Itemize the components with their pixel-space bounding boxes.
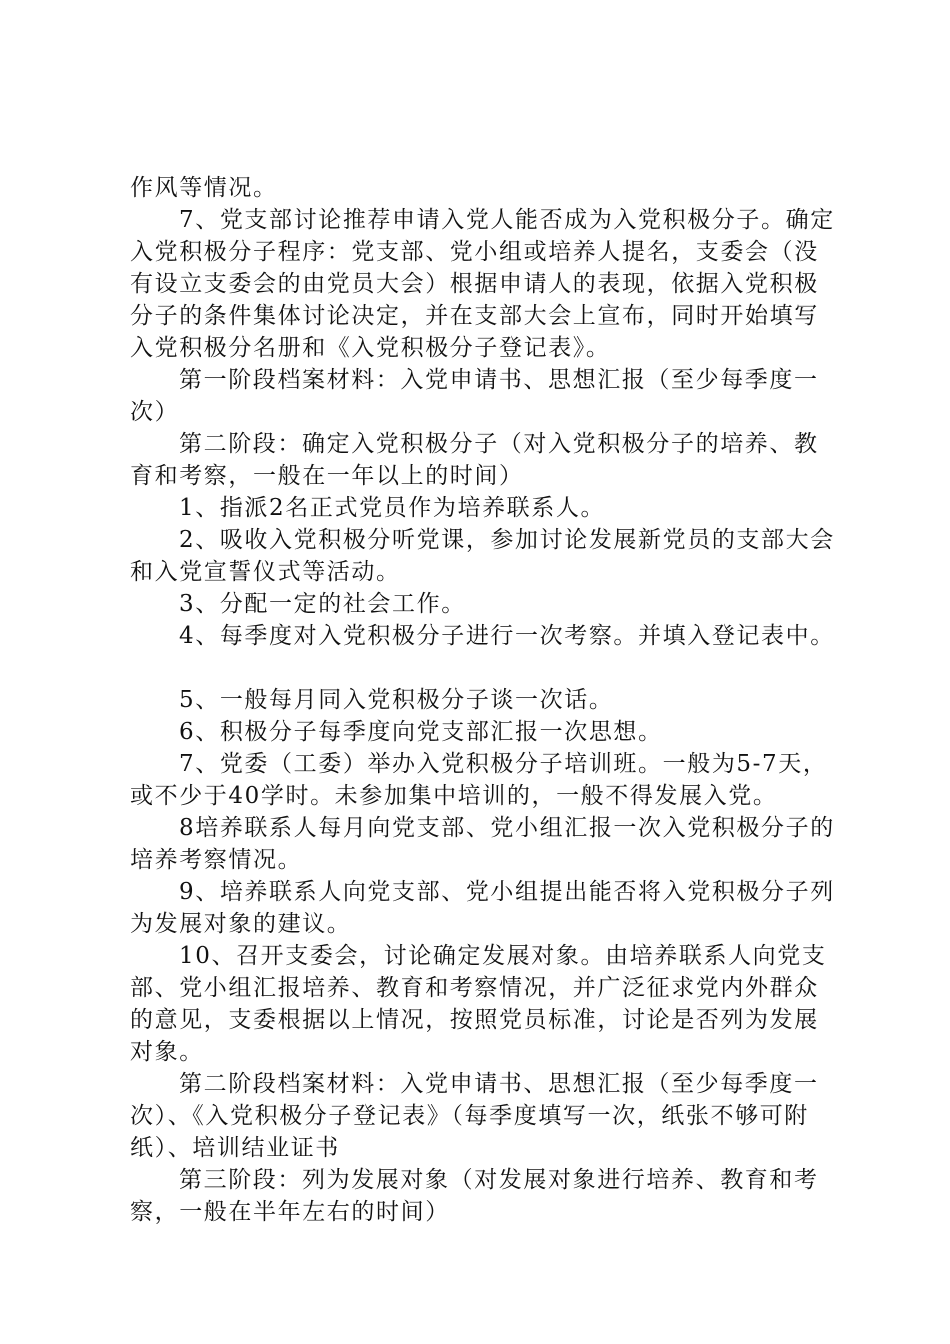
paragraph-stage3-heading: 第三阶段：列为发展对象（对发展对象进行培养、教育和考察，一般在半年左右的时间） [130,1167,819,1225]
paragraph-item-7-recommend: 7、党支部讨论推荐申请入党人能否成为入党积极分子。确定入党积极分子程序：党支部、党小组或培养人提名，支委会（没有设立支委会的由党员大会）根据申请人的表现，依据入党积极分子的条件集体讨论决定，并在支部大会上宣布，同时开始填写入党积极分名册和《入党积极分子登记表》。 [130,207,835,361]
paragraph-stage2-materials: 第二阶段档案材料：入党申请书、思想汇报（至少每季度一次）、《入党积极分子登记表》（每季度填写一次，纸张不够可附纸）、培训结业证书 [130,1071,819,1161]
document-body [130,172,840,1228]
paragraph-item-10: 10、召开支委会，讨论确定发展对象。由培养联系人向党支部、党小组汇报培养、教育和考察情况，并广泛征求党内外群众的意见，支委根据以上情况，按照党员标准，讨论是否列为发展对象。 [130,943,827,1065]
paragraph-item-7-training: 7、党委（工委）举办入党积极分子培训班。一般为5-7天，或不少于40学时。未参加集中培训的，一般不得发展入党。 [130,751,828,809]
paragraph-item-5: 5、一般每月同入党积极分子谈一次话。 [179,687,614,713]
paragraph-item-8: 8培养联系人每月向党支部、党小组汇报一次入党积极分子的培养考察情况。 [130,815,835,873]
paragraph-item-9: 9、培养联系人向党支部、党小组提出能否将入党积极分子列为发展对象的建议。 [130,879,835,937]
paragraph-item-2: 2、吸收入党积极分听党课，参加讨论发展新党员的支部大会和入党宣誓仪式等活动。 [130,527,835,585]
paragraph-item-6: 6、积极分子每季度向党支部汇报一次思想。 [179,719,663,745]
paragraph-item-1: 1、指派2名正式党员作为培养联系人。 [179,495,606,521]
paragraph-continuation: 作风等情况。 [130,175,278,201]
paragraph-item-4: 4、每季度对入党积极分子进行一次考察。并填入登记表中。 [179,623,835,649]
paragraph-item-3: 3、分配一定的社会工作。 [179,591,466,617]
paragraph-stage2-heading: 第二阶段：确定入党积极分子（对入党积极分子的培养、教育和考察，一般在一年以上的时间） [130,431,819,489]
paragraph-stage1-materials: 第一阶段档案材料：入党申请书、思想汇报（至少每季度一次） [130,367,819,425]
